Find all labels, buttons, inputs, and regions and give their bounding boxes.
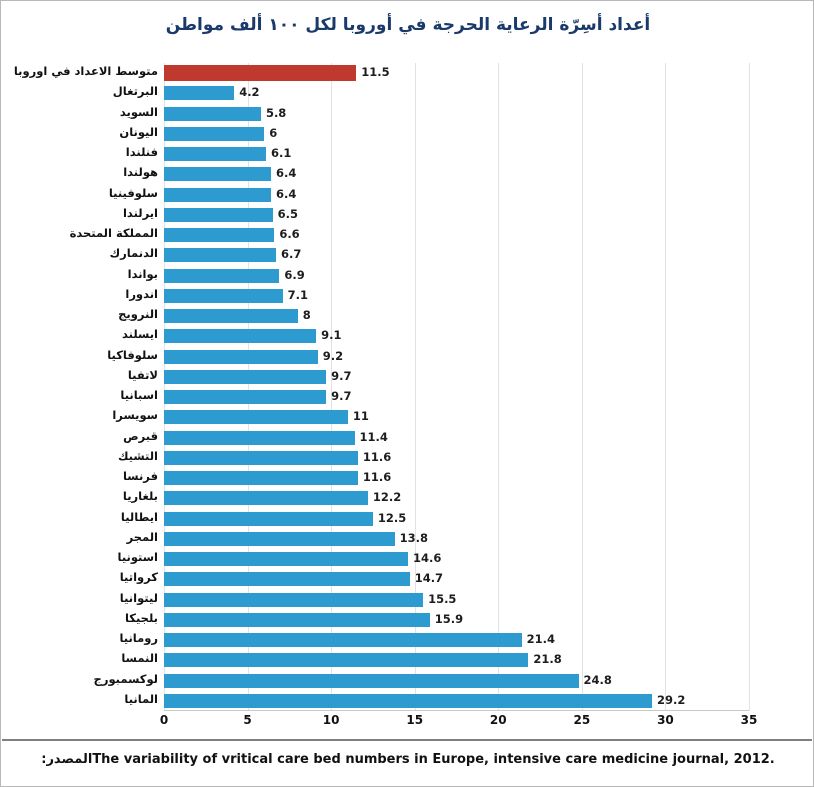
bar-row[interactable] [119, 590, 749, 610]
x-axis-line [164, 710, 749, 711]
bar-row[interactable] [127, 266, 749, 286]
bar[interactable] [164, 471, 358, 485]
bar-value-label: 11 [352, 409, 369, 424]
bar-value-label: 6 [269, 125, 278, 140]
bar-value-label: 6.4 [275, 166, 297, 181]
category-label: ايرلندا [122, 205, 158, 220]
bar-value-label: 6.9 [284, 267, 305, 282]
category-label: السويد [119, 104, 158, 119]
category-label: اندورا [125, 286, 158, 301]
bar-row[interactable] [122, 205, 749, 225]
bar[interactable] [164, 228, 274, 242]
category-label: فرنسا [122, 469, 158, 483]
bar-row[interactable] [107, 347, 749, 367]
bar[interactable] [164, 512, 373, 526]
bar-row[interactable] [120, 387, 749, 407]
bar-value-label: 15.9 [434, 611, 464, 626]
bar[interactable] [164, 451, 358, 465]
bar-row[interactable] [125, 144, 749, 164]
bar-row[interactable] [118, 306, 749, 326]
category-label: متوسط الاعداد في اوروبا [13, 64, 158, 78]
bar[interactable] [164, 350, 318, 364]
bar-value-label: 11.4 [359, 429, 388, 444]
bar-row[interactable] [112, 407, 749, 427]
x-tick-label: 35 [740, 713, 758, 727]
category-label: رومانيا [119, 631, 158, 645]
bar-row[interactable] [108, 185, 749, 205]
category-label: النمسا [121, 651, 158, 666]
bar[interactable] [164, 65, 356, 81]
bar-row[interactable] [13, 63, 749, 83]
bar-row[interactable] [123, 428, 749, 448]
gridline [749, 63, 750, 711]
category-label: البرتغال [112, 84, 158, 99]
category-label: التشيك [117, 448, 158, 463]
category-label: قبرص [123, 428, 158, 443]
source-text [2, 752, 814, 767]
category-label: بلغاريا [122, 489, 158, 504]
category-label: استونيا [117, 550, 158, 564]
bar-value-label: 6.5 [277, 206, 299, 221]
bar-row[interactable] [120, 509, 749, 529]
bar[interactable] [164, 370, 326, 384]
bar-value-label: 6.7 [280, 247, 302, 262]
category-label: اسبانيا [120, 388, 158, 402]
x-axis-ticks [159, 713, 758, 735]
category-label: ايطاليا [120, 509, 158, 524]
page-title: أعداد أسِرّة الرعاية الحرجة في أوروبا لكل ١٠٠ ألف مواطن [165, 15, 651, 35]
bar-value-label: 5.8 [265, 105, 287, 120]
x-tick-label: 25 [573, 713, 591, 727]
category-label: كرواتيا [119, 570, 158, 585]
bar[interactable] [164, 431, 355, 445]
bar[interactable] [164, 633, 522, 647]
bar[interactable] [164, 289, 283, 303]
bar-row[interactable] [123, 164, 749, 184]
bar[interactable] [164, 613, 430, 627]
bar-value-label: 9.2 [322, 348, 344, 363]
bar[interactable] [164, 329, 316, 343]
category-label: بلجيكا [124, 610, 158, 625]
bar-value-label: 13.8 [399, 530, 429, 545]
bar[interactable] [164, 674, 579, 688]
bar-row[interactable] [122, 468, 749, 488]
bar[interactable] [164, 593, 423, 607]
bar-row[interactable] [109, 245, 749, 265]
plot-area [13, 63, 749, 711]
category-label: اليونان [119, 124, 158, 139]
bar-row[interactable] [124, 610, 749, 630]
category-label: هولندا [123, 165, 158, 180]
x-tick-label: 5 [243, 713, 252, 727]
bar[interactable] [164, 491, 368, 505]
x-tick-label: 10 [322, 713, 340, 727]
bar[interactable] [164, 552, 408, 566]
bar[interactable] [164, 127, 264, 141]
bar-value-label: 9.7 [331, 389, 352, 403]
bar-row[interactable] [117, 448, 749, 468]
bar-row[interactable] [119, 569, 749, 589]
bar[interactable] [164, 147, 266, 161]
bar-row[interactable] [93, 671, 749, 691]
bar-value-label: 14.6 [413, 551, 442, 565]
x-tick-label: 0 [159, 713, 169, 727]
bar[interactable] [164, 572, 410, 586]
bar[interactable] [164, 167, 271, 181]
bar-value-label: 15.5 [428, 591, 457, 606]
category-label: لوكسمبورج [93, 671, 158, 686]
bar[interactable] [164, 694, 652, 708]
bar-row[interactable] [124, 691, 749, 711]
bar-value-label: 9.1 [321, 328, 342, 343]
category-label: المانيا [124, 691, 158, 706]
bar[interactable] [164, 248, 276, 262]
bar[interactable] [164, 390, 326, 404]
bar[interactable] [164, 86, 234, 100]
bar-row[interactable] [122, 326, 749, 346]
category-label: ايسلند [122, 327, 158, 342]
category-label: سلوفاكيا [107, 347, 158, 362]
bar[interactable] [164, 653, 528, 667]
source-footer [2, 739, 812, 787]
bar[interactable] [164, 107, 261, 121]
bar[interactable] [164, 410, 348, 424]
bar-row[interactable] [119, 630, 749, 650]
bar-row[interactable] [69, 225, 749, 245]
bar-row[interactable] [119, 124, 749, 144]
bar-row[interactable] [127, 367, 749, 387]
bar-value-label: 14.7 [414, 571, 444, 586]
category-label: سويسرا [112, 408, 158, 423]
category-label: المملكة المتحدة [69, 226, 158, 240]
category-label: الدنمارك [109, 246, 158, 261]
bar-value-label: 11.6 [362, 449, 392, 464]
bar-value-label: 8 [302, 308, 311, 322]
x-tick-label: 30 [657, 713, 674, 727]
bar[interactable] [164, 532, 395, 546]
bar-value-label: 9.7 [331, 368, 352, 383]
bar-value-label: 6.4 [275, 186, 297, 201]
bar-value-label: 21.8 [533, 652, 562, 667]
x-tick-label: 20 [489, 713, 507, 727]
category-label: المجر [126, 529, 158, 544]
bar-value-label: 11.5 [361, 65, 390, 79]
bar-row[interactable] [119, 104, 749, 124]
bar-value-label: 12.5 [377, 510, 407, 525]
category-label: ليتوانيا [119, 590, 158, 605]
bar-value-label: 21.4 [526, 632, 556, 646]
bar-value-label: 6.6 [279, 227, 300, 241]
bar-row[interactable] [117, 549, 749, 569]
bar-value-label: 11.6 [362, 470, 392, 484]
bar-value-label: 6.1 [270, 146, 292, 160]
x-tick-label: 15 [406, 713, 424, 727]
bar-value-label: 4.2 [239, 85, 260, 100]
source-citation: The variability of vritical care bed numbers in Europe, intensive care medicine journal, 2012. [92, 752, 775, 767]
bar-row[interactable] [126, 529, 749, 549]
bar-value-label: 12.2 [372, 490, 402, 505]
bar-row[interactable] [121, 650, 749, 670]
bar[interactable] [164, 208, 273, 222]
bar-value-label: 24.8 [583, 672, 612, 687]
source-prefix: المصدر: [41, 752, 93, 767]
category-label: فنلندا [125, 145, 158, 159]
category-label: سلوفينيا [108, 185, 158, 200]
category-label: النرويج [118, 307, 158, 321]
category-label: لاتفيا [127, 367, 158, 382]
category-label: بواندا [127, 266, 158, 281]
bar-row[interactable] [125, 286, 749, 306]
bar[interactable] [164, 309, 298, 323]
bar-row[interactable] [112, 83, 749, 103]
bar-value-label: 29.2 [657, 692, 686, 707]
bar-value-label: 7.1 [287, 287, 309, 302]
bar[interactable] [164, 188, 271, 202]
bar[interactable] [164, 269, 279, 283]
bar-row[interactable] [122, 488, 749, 508]
